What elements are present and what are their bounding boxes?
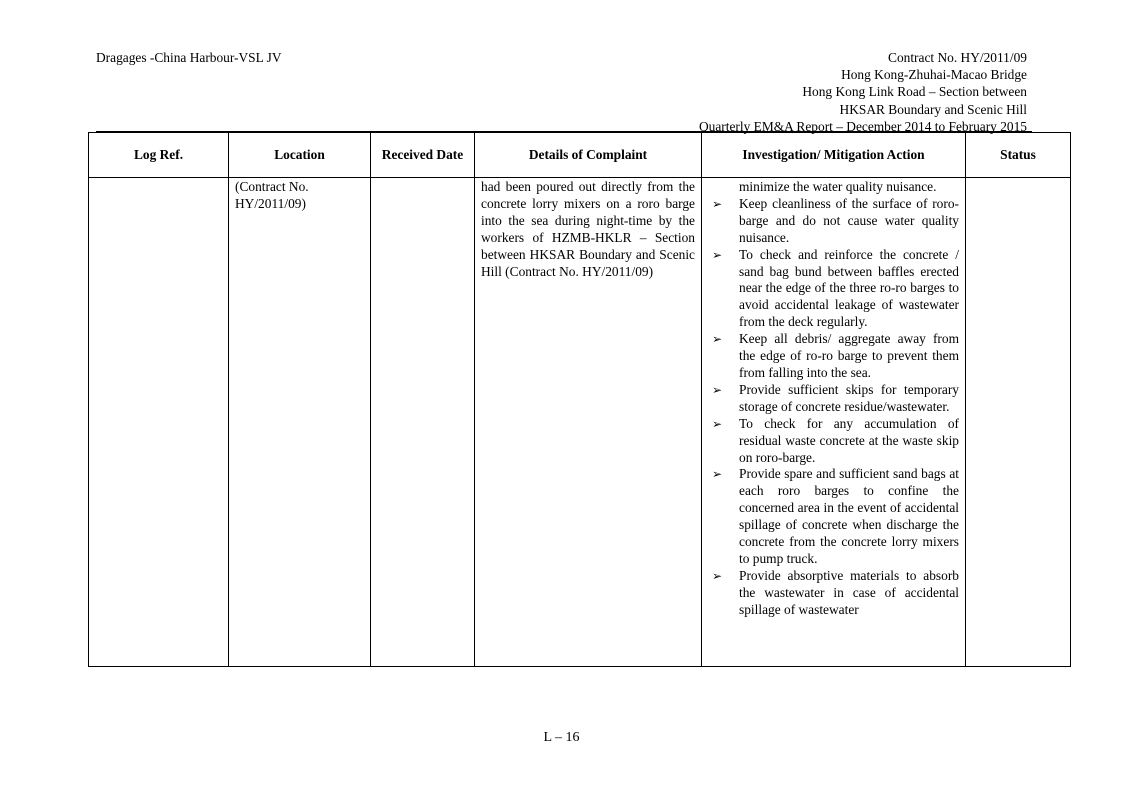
col-header-location: Location [229, 133, 371, 178]
action-text: Provide spare and sufficient sand bags at each roro barges to confine the concerned area in the event of accidental spillage of concrete when discharge the concrete from the concrete lorry mixers to pump truck. [739, 466, 959, 566]
action-text: Provide absorptive materials to absorb the wastewater in case of accidental spillage of wastewater [739, 567, 959, 617]
mitigation-action-list [702, 178, 965, 619]
header-contract-no: Contract No. HY/2011/09 [888, 50, 1027, 65]
cell-status [966, 178, 1071, 667]
col-header-investigation: Investigation/ Mitigation Action [702, 133, 966, 178]
header-contractor: Dragages -China Harbour-VSL JV [96, 50, 282, 65]
table-header-row [89, 133, 1071, 178]
page-number: L – 16 [543, 730, 580, 745]
arrowhead-bullet-icon: ➢ [712, 332, 723, 347]
col-header-log-ref: Log Ref. [89, 133, 229, 178]
arrowhead-bullet-icon: ➢ [712, 467, 723, 482]
action-text: To check and reinforce the concrete / sand bag bund between baffles erected near the edge of the three ro-ro barges to avoid accidental leakage of wastewater from the deck regularly. [739, 246, 959, 330]
action-text: Provide sufficient skips for temporary storage of concrete residue/wastewater. [739, 381, 959, 414]
action-item [710, 466, 959, 567]
action-item [710, 196, 959, 247]
header-section-line2: HKSAR Boundary and Scenic Hill [839, 101, 1027, 117]
header-section-line1: Hong Kong Link Road – Section between [802, 84, 1027, 100]
cell-location [229, 178, 371, 667]
cell-investigation [702, 178, 966, 667]
arrowhead-bullet-icon: ➢ [712, 568, 723, 583]
arrowhead-bullet-icon: ➢ [712, 247, 723, 262]
header-project: Hong Kong-Zhuhai-Macao Bridge [841, 67, 1027, 83]
cell-details [475, 178, 702, 667]
col-header-details: Details of Complaint [475, 133, 702, 178]
action-text: To check for any accumulation of residual waste concrete at the waste skip on roro-barge. [739, 415, 959, 465]
header-contract-info [699, 49, 1027, 135]
action-item [710, 568, 959, 619]
action-text: Keep cleanliness of the surface of roro-barge and do not cause water quality nuisance. [739, 195, 959, 245]
status-value [966, 178, 1070, 179]
action-item [710, 247, 959, 332]
col-header-received-date: Received Date [371, 133, 475, 178]
log-ref-value [89, 178, 228, 179]
arrowhead-bullet-icon: ➢ [712, 382, 723, 397]
received-date-value [371, 178, 474, 179]
arrowhead-bullet-icon: ➢ [712, 416, 723, 431]
action-item [710, 416, 959, 467]
location-value: (Contract No. HY/2011/09) [235, 179, 309, 211]
arrowhead-bullet-icon: ➢ [712, 196, 723, 211]
action-item [710, 382, 959, 416]
table-row [89, 178, 1071, 667]
cell-log-ref [89, 178, 229, 667]
action-text: Keep all debris/ aggregate away from the edge of ro-ro barge to prevent them from falling into the sea. [739, 331, 959, 380]
action-item [710, 331, 959, 382]
complaint-log-table [88, 132, 1071, 667]
header-report-title: Quarterly EM&A Report – December 2014 to February 2015 [699, 118, 1027, 134]
details-value: had been poured out directly from the concrete lorry mixers on a roro barge into the sea during night-time by the workers of HZMB-HKLR – Section between HKSAR Boundary and Scenic Hill (Contract No. HY/2011/09) [481, 179, 695, 279]
cell-received-date [371, 178, 475, 667]
col-header-status: Status [966, 133, 1071, 178]
action-continuation: minimize the water quality nuisance. [739, 179, 937, 194]
